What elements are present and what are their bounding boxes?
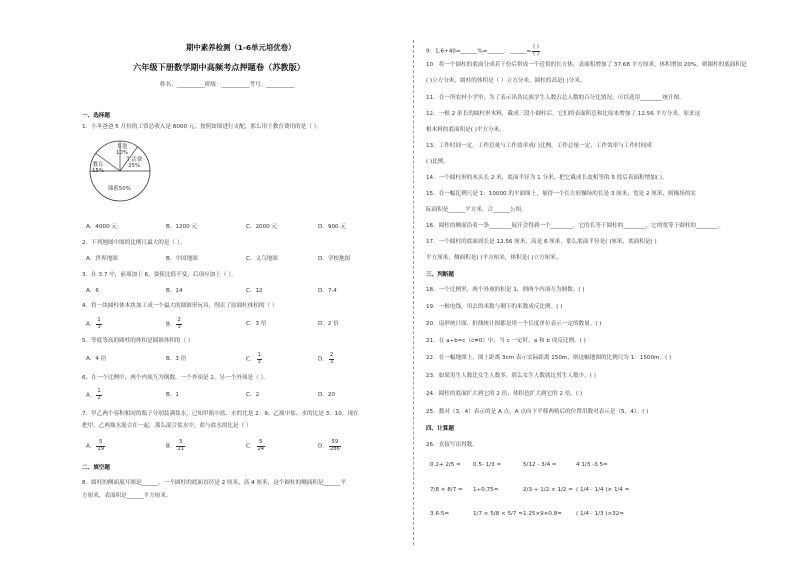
fraction: $\frac{5}{24}$ xyxy=(257,439,265,452)
question-9: 9．1.6÷40=______%=______：______= $\frac{( )}{( )}$ xyxy=(426,44,539,57)
pie-label-other: 其他 10% xyxy=(116,144,128,157)
question-19: 19．一根电线，用去的米数与剩下的米数成反比例。( ) xyxy=(426,304,563,310)
question-7-line2: 把甲、乙两瓶水混合在一起，那么混合盐水中，盐与盐水的比是（ ） xyxy=(82,423,252,429)
fraction-blank: $\frac{( )}{( )}$ xyxy=(533,44,539,57)
fraction: $\frac{1}{3}$ xyxy=(257,352,261,365)
q5-option-d: D． $\frac{2}{3}$ xyxy=(318,352,334,365)
fraction: $\frac{59}{286}$ xyxy=(329,439,340,452)
calc-r3c3: 1.25×9×0.8= xyxy=(523,511,562,517)
question-14: 14．一个圆柱形的木头长 2 米，底面半径为 1 分米，把它截成长度相等的 5 段后表面积增加( )。 xyxy=(426,175,668,181)
q4-option-d: D．2 倍 xyxy=(318,321,339,327)
question-8-line1: 8．圆柱的侧面展开图是______，一个圆柱的底面直径是 2 厘米，高 4 厘米，这个圆柱的侧面积是______平 xyxy=(82,480,346,486)
fraction: $\frac{5}{19}$ xyxy=(97,439,105,452)
calc-r1c4: 4 1/3 -3.5= xyxy=(576,462,608,468)
question-15-line1: 15．在一幅比例尺是 1：10000 的平面图上，量得一个长方形操场的长是 3 厘米，宽是 2 厘米，则操场的实 xyxy=(426,191,697,197)
question-12-line2: 根木料的底面积是( )平方分米。 xyxy=(426,127,505,133)
section-heading-fill: 二、填空题 xyxy=(82,465,110,471)
calc-r3c1: 3.6-5= xyxy=(430,511,450,517)
q5-option-c: C． $\frac{1}{3}$ xyxy=(246,352,261,365)
fraction: $\frac{1}{3}$ xyxy=(97,317,101,330)
student-info-line: 姓名：__________班级：__________考号：__________ xyxy=(160,82,295,88)
question-13-line1: 13．工作时间一定，工作总量与工作效率成( )比例，工作总量一定，工作效率与工作时间成 xyxy=(426,143,652,149)
question-8-line2: 方厘米，表面积是______平方厘米。 xyxy=(82,493,172,499)
q3-option-a: A．6 xyxy=(86,288,99,294)
question-21: 21．在 a÷b=c（c≠0）中，当 c 一定时，a 和 b 成反比例。( ) xyxy=(426,338,586,344)
q1-option-d: D．900 元 xyxy=(318,224,346,230)
q1-option-b: B．1200 元 xyxy=(166,224,198,230)
q4-option-b: B． $\frac{2}{3}$ xyxy=(166,317,181,330)
question-13-line2: ( )比例。 xyxy=(426,159,449,165)
q6-option-b: B．1 xyxy=(166,392,179,398)
calc-r3c4: ( 1/4 - 1/3 )×32= xyxy=(576,511,624,517)
q2-option-d: D．学校地图 xyxy=(318,256,351,262)
calc-r3c2: 1/7 × 5/8 × 5/7 = xyxy=(473,511,523,517)
pie-label-saving: 储蓄50% xyxy=(108,186,131,192)
q2-option-a: A．世界地图 xyxy=(86,256,118,262)
question-18: 18．一个比例里，两个外项的积是 1，则两个内项互为倒数。( ) xyxy=(426,287,585,293)
question-25: 25．数对（3，4）表示的是 A 点，A 点向下平移两格后的位置用数对表示是（5，4）。( ) xyxy=(426,409,649,415)
question-6: 6．在一个比例中，两个内项互为倒数，一个外项是 2，另一个外项是（ ）。 xyxy=(82,375,269,381)
q7-option-d: D． $\frac{59}{286}$ xyxy=(318,439,340,452)
q5-option-a: A．4 倍 xyxy=(86,356,107,362)
section-heading-calc: 四、计算题 xyxy=(426,426,454,432)
q1-option-a: A．4000 元 xyxy=(86,224,118,230)
q3-option-b: B．14 xyxy=(166,288,183,294)
q4-option-a: A． $\frac{1}{3}$ xyxy=(86,317,101,330)
question-23: 23．如果男生人数比女生人数多，那么女生人数就比男生人数少。( ) xyxy=(426,373,596,379)
section-heading-judge: 三、判断题 xyxy=(426,272,454,278)
question-16: 16．圆柱的侧面沿着一条________展开会得到一个________，它的长等于圆柱的________，它的宽等于圆柱的________。 xyxy=(426,223,724,229)
fraction: $\frac{2}{3}$ xyxy=(329,352,334,365)
calc-r2c3: 2/3 ÷ 1/2 × 1/2 = xyxy=(523,487,573,493)
q7-option-c: C． $\frac{5}{24}$ xyxy=(246,439,265,452)
calc-r2c4: ( 1/4 - 1/4 )× 1/4 = xyxy=(576,487,630,493)
question-1: 1．小冬爸爸 5 月份的工资总收入是 8000 元，按照如图进行支配，那么用于教育费用的是（ ）。 xyxy=(82,124,323,130)
question-5: 5．等底等高的圆柱的体积是圆锥体积的（ ） xyxy=(82,338,194,344)
question-17-line2: 平方厘米，侧面积是( )平方厘米，体积是( )立方厘米。 xyxy=(426,255,562,261)
question-20: 20．扇形统计图、折线统计图都是用一个长度单位表示一定的数量。( ) xyxy=(426,321,602,327)
question-11: 11．在一所农村小学里，为了表示出各民族学生人数占总人数的百分比情况，可以选用________统计图。 xyxy=(426,95,685,101)
question-10-line2: ( )立方分米，圆柱的体积是（ ）立方分米，圆柱的高是( )分米。 xyxy=(426,78,586,84)
q7-option-b: B． $\frac{5}{21}$ xyxy=(166,439,185,452)
q2-option-b: B．中国地图 xyxy=(166,256,198,262)
fraction: $\frac{2}{3}$ xyxy=(177,317,181,330)
calc-r2c2: 1÷0.75= xyxy=(473,487,499,493)
question-15-line2: 际面积是______平方米，合______公顷。 xyxy=(426,207,527,213)
question-4: 4．将一块圆柱体木块加工成一个最大的圆锥形玩具，削去了原圆柱体积的（ ） xyxy=(82,303,278,309)
column-divider xyxy=(413,40,414,545)
calc-r2c1: 7/8 × 8/7 = xyxy=(430,487,463,493)
calc-r1c2: 0.5- 1/3 = xyxy=(473,462,502,468)
fraction: $\frac{1}{2}$ xyxy=(97,388,101,401)
section-heading-choice: 一、选择题 xyxy=(82,113,110,119)
calc-r1c3: 5/12 - 3/4 = xyxy=(523,462,557,468)
question-2: 2．下列地图中图的比例尺最大的是（ ）。 xyxy=(82,240,186,246)
q4-option-c: C．3 倍 xyxy=(246,321,267,327)
question-10-line1: 10．将一个圆柱的底面分成若干份后拼成一个近似的长方体，表面积增加了 37.68 平方厘米，体积增加 20%，则圆柱的底面积是 xyxy=(426,62,747,68)
q3-option-d: D．7.4 xyxy=(318,288,337,294)
q7-option-a: A． $\frac{5}{19}$ xyxy=(86,439,105,452)
calc-r1c1: 0.2+ 2/5 = xyxy=(430,462,461,468)
exam-subtitle: 六年级下册数学期中高频考点押题卷（苏教版） xyxy=(133,62,305,72)
question-7-line1: 7．甲乙两个容积相同的瓶子分别装满盐水，已知甲瓶中盐、水的比是 2：9，乙瓶中盐、水的比是 3：10，现在 xyxy=(82,411,359,417)
q6-option-c: C．2 xyxy=(246,392,260,398)
pie-label-education: 教育 15% xyxy=(92,162,104,175)
question-24: 24．圆柱的底面扩大到它的 2 倍，体积也扩大到它的 2 倍。( ) xyxy=(426,391,583,397)
q5-option-b: B．3 倍 xyxy=(166,356,187,362)
q2-option-c: C．义乌地图 xyxy=(246,256,278,262)
q1-option-c: C．2000 元 xyxy=(246,224,278,230)
exam-title: 期中素养检测（1-6单元培优卷） xyxy=(186,43,296,52)
q3-option-c: C．12 xyxy=(246,288,263,294)
q6-option-d: D．20 xyxy=(318,392,336,398)
question-12-line1: 12．一根 2 米长的圆柱形木料，截成三段小圆柱后，它们的表面积总和比原来增加了 12.56 平方分米，原来这 xyxy=(426,111,701,117)
fraction: $\frac{5}{21}$ xyxy=(177,439,185,452)
pie-label-living: 生活费 25% xyxy=(126,157,143,170)
q6-option-a: A． $\frac{1}{2}$ xyxy=(86,388,101,401)
question-17-line1: 17．一个圆柱的底面周长是 12.56 厘米，高是 6 厘米，那么底面半径是( )厘米，底面积是( ) xyxy=(426,239,657,245)
question-3: 3．在 3.7 中，前项加上 6，要使比值不变，后项应加上（ ）。 xyxy=(82,272,237,278)
question-26: 26．直接写出得数。 xyxy=(426,442,478,448)
question-22: 22．在一幅地图上，图上距离 3cm 表示实际距离 150m，则这幅地图的比例尺为 1：1500m。( ) xyxy=(426,355,672,361)
